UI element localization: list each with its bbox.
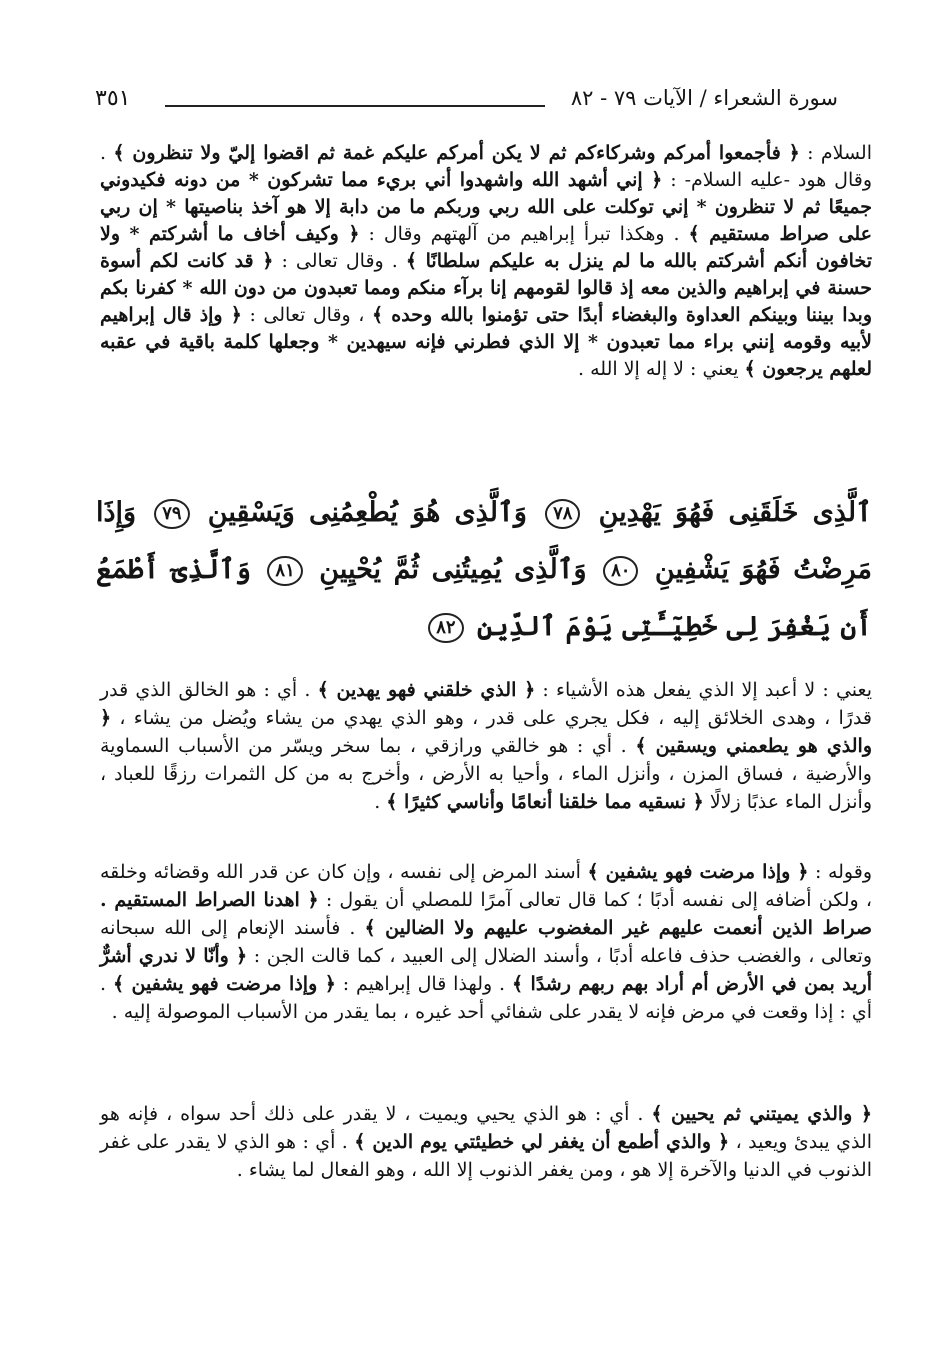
intro-text: . وقال هود -عليه السلام- : xyxy=(100,142,872,191)
verse-number-marker: ٨٢ xyxy=(428,613,463,643)
tafsir-text: . أي : هو الذي يحيي ويميت ، لا يقدر على ذلك أحد سواه ، فإنه هو الذي يبدئ ويعيد ، xyxy=(100,1103,872,1153)
tafsir-text: أسند المرض إلى نفسه ، وإن كان عن قدر الله وقضائه وخلقه ، ولكن أضافه إلى نفسه أدبًا ؛ كما قال تعالى آمرًا للمصلي أن يقول : xyxy=(100,861,872,911)
tafsir-text: . xyxy=(374,791,387,813)
verse-text: ٱلَّذِى خَلَقَنِى فَهُوَ يَهْدِينِ xyxy=(598,497,872,528)
tafsir-text: . أي : هو الذي لا يقدر على غفر الذنوب في الدنيا والآخرة إلا هو ، ومن يغفر الذنوب إلا الله ، وهو الفعال لما يشاء . xyxy=(100,1131,872,1181)
tafsir-paragraph-2 xyxy=(100,858,872,1026)
intro-text: السلام : xyxy=(799,142,872,164)
quran-quote: ﴿ إني أشهد الله واشهدوا أني بريء مما تشركون * من دونه فكيدوني جميعًا ثم لا تنظرون * إني توكلت على الله ربي وربكم ما من دابة إلا هو آخذ بناصيتها * إن ربي على صراط مستقيم ﴾ xyxy=(100,169,872,245)
intro-text: . وهكذا تبرأ إبراهيم من آلهتهم وقال : xyxy=(359,223,689,245)
quran-quote: ﴿ الذي خلقني فهو يهدين ﴾ xyxy=(317,679,536,701)
quran-quote: ﴿ وإذا مرضت فهو يشفين ﴾ xyxy=(587,861,809,883)
intro-text: ، وقال تعالى : xyxy=(241,304,372,326)
tafsir-text: يعني : لا أعبد إلا الذي يفعل هذه الأشياء : xyxy=(535,679,872,701)
verse-number-marker: ٧٩ xyxy=(154,499,189,529)
intro-text: يعني : لا إله إلا الله . xyxy=(578,358,745,380)
tafsir-paragraph-3 xyxy=(100,1100,872,1184)
intro-paragraph xyxy=(100,140,872,383)
tafsir-text: . أي : إذا وقعت في مرض فإنه لا يقدر على شفائي أحد غيره ، بما يقدر من الأسباب الموصولة إليه . xyxy=(100,973,872,1023)
quran-quote: ﴿ وأنّا لا ندري أشرٌّ أريد بمن في الأرض أم أراد بهم ربهم رشدًا ﴾ xyxy=(100,945,872,995)
verse-text: وَٱلَّذِى يُمِيتُنِى ثُمَّ يُحْيِينِ xyxy=(319,554,587,585)
page-header xyxy=(95,86,838,120)
intro-text: . وقال تعالى : xyxy=(273,250,406,272)
quran-quote: ﴿ قد كانت لكم أسوة حسنة في إبراهيم والذين معه إذ قالوا لقومهم إنا برآء منكم ومما تعبدون من دون الله * كفرنا بكم وبدا بيننا وبينكم العداوة والبغضاء أبدًا حتى تؤمنوا بالله وحده ﴾ xyxy=(100,250,873,326)
quran-verses-block xyxy=(96,484,872,655)
header-rule xyxy=(165,105,545,107)
quran-quote: ﴿ وإذا مرضت فهو يشفين ﴾ xyxy=(112,973,336,995)
tafsir-text: . أي : هو خالقي ورازقي ، بما سخر ويسّر من الأسباب السماوية والأرضية ، فساق المزن ، وأنزل الماء ، وأحيا به الأرض ، وأخرج به من كل الثمرات رزقًا للعباد ، وأنزل الماء عذبًا زلالًا xyxy=(100,735,872,813)
quran-quote: ﴿ والذي أطمع أن يغفر لي خطيئتي يوم الدين ﴾ xyxy=(354,1131,730,1153)
quran-quote: ﴿ نسقيه مما خلقنا أنعامًا وأناسي كثيرًا ﴾ xyxy=(386,791,704,813)
verse-text: وَٱلَّذِىٓ أَطْمَعُ أَن يَغْفِرَ لِى خَطِيٓـَٔتِى يَوْمَ ٱلدِّينِ xyxy=(96,554,872,642)
tafsir-text: . ولهذا قال إبراهيم : xyxy=(335,973,512,995)
verse-text: وَٱلَّذِى هُوَ يُطْعِمُنِى وَيَسْقِينِ xyxy=(207,497,527,528)
quran-quote: ﴿ والذي هو يطعمني ويسقين ﴾ xyxy=(100,707,872,757)
verse-number-marker: ٨١ xyxy=(267,556,302,586)
tafsir-text: . فأسند الإنعام إلى الله سبحانه وتعالى ، والغضب حذف فاعله أدبًا ، وأسند الضلال إلى العبيد ، كما قالت الجن : xyxy=(100,917,872,967)
quran-quote: ﴿ وإذ قال إبراهيم لأبيه وقومه إنني براء مما تعبدون * إلا الذي فطرني فإنه سيهدين * وجعلها كلمة باقية في عقبه لعلهم يرجعون ﴾ xyxy=(100,304,872,380)
quran-quote: ﴿ فأجمعوا أمركم وشركاءكم ثم لا يكن أمركم عليكم غمة ثم اقضوا إليّ ولا تنظرون ﴾ xyxy=(113,142,800,164)
tafsir-text: . أي : هو الخالق الذي قدر قدرًا ، وهدى الخلائق إليه ، فكل يجري على قدر ، وهو الذي يهدي من يشاء ويُضل من يشاء ، xyxy=(100,679,872,729)
quran-quote: ﴿ اهدنا الصراط المستقيم . صراط الذين أنعمت عليهم غير المغضوب عليهم ولا الضالين ﴾ xyxy=(100,889,872,939)
tafsir-text: وقوله : xyxy=(808,861,872,883)
quran-quote: ﴿ وكيف أخاف ما أشركتم * ولا تخافون أنكم أشركتم بالله ما لم ينزل به عليكم سلطانًا ﴾ xyxy=(100,223,873,272)
page-number: ٣٥١ xyxy=(95,86,131,111)
tafsir-paragraph-1 xyxy=(100,676,872,816)
surah-title: سورة الشعراء / الآيات ٧٩ - ٨٢ xyxy=(570,86,838,110)
verse-text: وَإِذَا مَرِضْتُ فَهُوَ يَشْفِينِ xyxy=(96,497,872,585)
verse-number-marker: ٨٠ xyxy=(603,556,638,586)
quran-quote: ﴿ والذي يميتني ثم يحيين ﴾ xyxy=(651,1103,872,1125)
verse-number-marker: ٧٨ xyxy=(545,499,580,529)
